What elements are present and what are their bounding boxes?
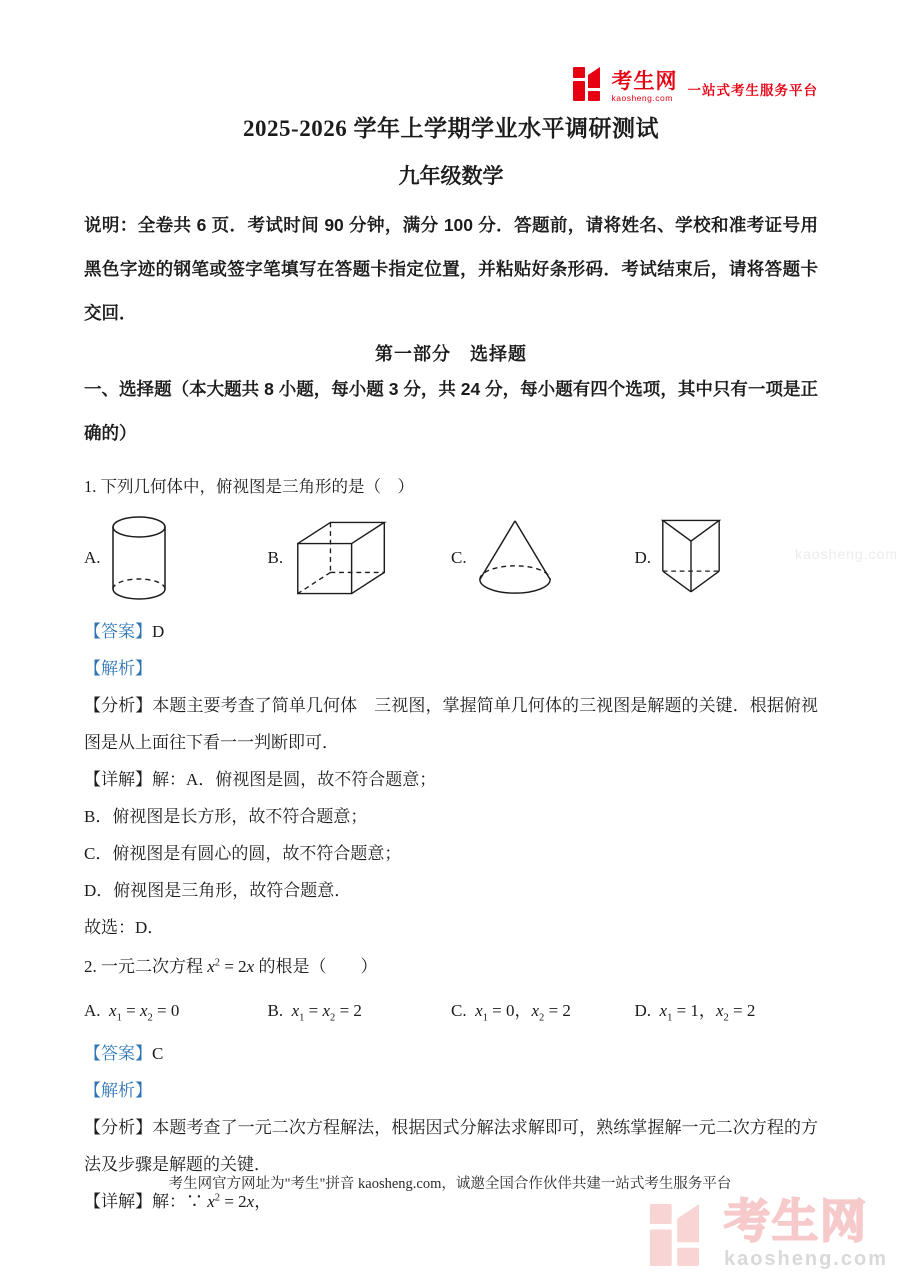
brand-domain: kaosheng.com (611, 92, 673, 103)
q1-option-b (268, 517, 452, 599)
q1-detail-line-4: D．俯视图是三角形，故符合题意． (84, 881, 352, 900)
watermark-text-block (723, 1195, 888, 1271)
q1-option-c (451, 517, 635, 599)
note-tag: 【分析】 (84, 696, 153, 715)
question-1-stem: 1. 下列几何体中，俯视图是三角形的是（ ） (84, 477, 414, 496)
brand-logo (572, 66, 678, 102)
section-intro: 一、选择题（本大题共 8 小题，每小题 3 分，共 24 分，每小题有四个选项，其中只有一项是正确的） (84, 379, 818, 443)
q2-answer-value: C (152, 1044, 164, 1063)
q2-option-a-formula: $x_1 = x_2 = 0$ (109, 1001, 180, 1024)
q2-note-text: 本题考查了一元二次方程解法，根据因式分解法求解即可，熟练掌握解一元二次方程的方法及步骤是解题的关键． (84, 1118, 819, 1174)
q2-option-a (84, 992, 268, 1029)
option-d-label: D. (634, 1001, 652, 1020)
q1-detail-line-1 (84, 761, 818, 798)
option-d-label: D. (634, 548, 652, 567)
brand-header (84, 0, 818, 102)
option-b-label: B. (267, 1001, 284, 1020)
footer-text: 考生网官方网址为"考生"拼音 kaosheng.com，诚邀全国合作伙伴共建一站式考生服务平台 (168, 1176, 732, 1192)
q2-option-d (635, 992, 819, 1029)
note-tag: 【分析】 (84, 1118, 153, 1137)
analysis-tag: 【解析】 (84, 659, 152, 678)
q1-answer-value: D (152, 622, 165, 641)
q1-analysis-tag-line (84, 650, 818, 687)
q1-detail-line-2: B．俯视图是长方形，故不符合题意； (84, 807, 368, 826)
cylinder-figure (110, 516, 168, 600)
option-a-label: A. (84, 548, 101, 567)
option-c-label: C. (451, 548, 467, 567)
q2-detail-text: 解：∵ $x^2 = 2x$， (152, 1192, 272, 1211)
question-2-options-row (84, 992, 818, 1029)
analysis-tag: 【解析】 (84, 1081, 152, 1100)
part-title: 第一部分 选择题 (375, 344, 527, 364)
q2-option-d-formula: $x_1 = 1$，$x_2 = 2$ (659, 1001, 756, 1024)
question-2-stem: 2. 一元二次方程 $x^2 = 2x$ 的根是（ ） (84, 957, 378, 976)
q1-detail-line-3: C．俯视图是有圆心的圆，故不符合题意； (84, 844, 402, 863)
brand-tagline: 一站式考生服务平台 (687, 83, 818, 98)
q1-option-d (635, 514, 819, 602)
cone-figure (476, 517, 554, 599)
q2-answer-line (84, 1035, 818, 1072)
faint-watermark-text: kaosheng.com (795, 546, 899, 562)
q2-option-b-formula: $x_1 = x_2 = 2$ (291, 1001, 362, 1024)
page-title: 2025-2026 学年上学期学业水平调研测试 (243, 116, 659, 141)
option-c-label: C. (451, 1001, 467, 1020)
answer-tag: 【答案】 (84, 622, 152, 641)
exam-instructions: 说明：全卷共 6 页．考试时间 90 分钟，满分 100 分．答题前，请将姓名、学校和准考证号用黑色字迹的钢笔或签字笔填写在答题卡指定位置，并粘贴好条形码．考试结束后，请将答题卡交回． (84, 215, 818, 323)
watermark-brand-domain: kaosheng.com (723, 1248, 888, 1270)
question-1-options-row (84, 509, 818, 607)
watermark-brand-name: 考生网 (723, 1195, 868, 1247)
brand-name: 考生网 (611, 69, 678, 93)
q1-answer-line (84, 613, 818, 650)
q1-option-a (84, 516, 268, 600)
kaosheng-watermark-icon (648, 1200, 710, 1270)
q2-option-c-formula: $x_1 = 0$，$x_2 = 2$ (475, 1001, 571, 1024)
q1-note-paragraph (84, 687, 818, 761)
page-subtitle: 九年级数学 (398, 164, 504, 188)
detail-tag: 【详解】 (84, 1192, 152, 1211)
footer-watermark (648, 1195, 888, 1271)
q2-analysis-tag-line (84, 1072, 818, 1109)
q1-note-text: 本题主要考查了简单几何体 三视图，掌握简单几何体的三视图是解题的关键．根据俯视图是从上面往下看一一判断即可． (84, 696, 819, 752)
cuboid-figure (292, 517, 392, 599)
answer-tag: 【答案】 (84, 1044, 152, 1063)
q1-conclusion-line: 故选：D． (84, 918, 165, 937)
q2-option-c (451, 992, 635, 1029)
triangular-prism-figure (660, 514, 722, 602)
option-a-label: A. (84, 1001, 101, 1020)
detail-tag: 【详解】 (84, 770, 152, 789)
option-b-label: B. (267, 548, 284, 567)
q2-option-b (268, 992, 452, 1029)
brand-text-block (612, 71, 678, 103)
kaosheng-logo-icon (572, 66, 606, 102)
q1-detail-text-1: 解：A．俯视图是圆，故不符合题意； (152, 770, 437, 789)
